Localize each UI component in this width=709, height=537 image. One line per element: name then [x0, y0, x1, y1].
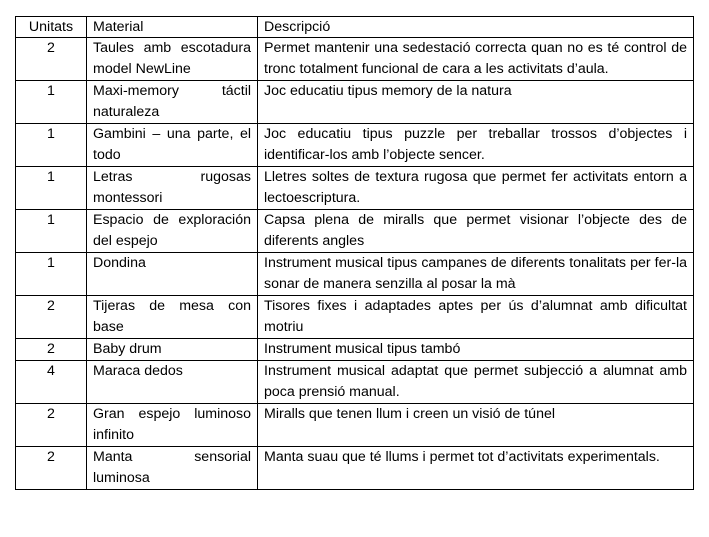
row-units: 2 — [16, 296, 87, 339]
header-description: Descripció — [258, 17, 694, 38]
row-description: Miralls que tenen llum i creen un visió de túnel — [258, 404, 694, 447]
table-row — [16, 81, 694, 124]
header-material: Material — [87, 17, 258, 38]
row-units: 1 — [16, 81, 87, 124]
row-units: 1 — [16, 167, 87, 210]
row-material: Maraca dedos — [87, 361, 258, 404]
row-material: Letras rugosas montessori — [87, 167, 258, 210]
row-description: Lletres soltes de textura rugosa que permet fer activitats entorn a lectoescriptura. — [258, 167, 694, 210]
row-description: Manta suau que té llums i permet tot d’activitats experimentals. — [258, 447, 694, 490]
row-material: Taules amb escotadura model NewLine — [87, 38, 258, 81]
row-material: Tijeras de mesa con base — [87, 296, 258, 339]
row-units: 1 — [16, 210, 87, 253]
table-row — [16, 404, 694, 447]
row-material: Maxi-memory táctil naturaleza — [87, 81, 258, 124]
table-row — [16, 253, 694, 296]
table-row — [16, 361, 694, 404]
table-row — [16, 339, 694, 361]
row-material: Gran espejo luminoso infinito — [87, 404, 258, 447]
row-description: Joc educatiu tipus puzzle per treballar trossos d’objectes i identificar-los amb l’objecte sencer. — [258, 124, 694, 167]
row-description: Capsa plena de miralls que permet visionar l’objecte des de diferents angles — [258, 210, 694, 253]
row-description: Permet mantenir una sedestació correcta quan no es té control de tronc totalment funcional de cara a les activitats d’aula. — [258, 38, 694, 81]
row-material: Dondina — [87, 253, 258, 296]
row-description: Instrument musical adaptat que permet subjecció a alumnat amb poca prensió manual. — [258, 361, 694, 404]
row-description: Instrument musical tipus campanes de diferents tonalitats per fer-la sonar de manera senzilla al posar la mà — [258, 253, 694, 296]
row-units: 4 — [16, 361, 87, 404]
row-units: 1 — [16, 253, 87, 296]
table-row — [16, 167, 694, 210]
row-units: 2 — [16, 404, 87, 447]
table-row — [16, 447, 694, 490]
table-row — [16, 38, 694, 81]
row-units: 2 — [16, 339, 87, 361]
table-row — [16, 124, 694, 167]
table-header-row — [16, 17, 694, 38]
row-description: Tisores fixes i adaptades aptes per ús d’alumnat amb dificultat motriu — [258, 296, 694, 339]
row-units: 1 — [16, 124, 87, 167]
row-description: Instrument musical tipus tambó — [258, 339, 694, 361]
header-units: Unitats — [16, 17, 87, 38]
row-material: Gambini – una parte, el todo — [87, 124, 258, 167]
row-material: Espacio de exploración del espejo — [87, 210, 258, 253]
row-units: 2 — [16, 38, 87, 81]
row-material: Manta sensorial luminosa — [87, 447, 258, 490]
materials-table — [15, 16, 694, 490]
table-row — [16, 296, 694, 339]
row-material: Baby drum — [87, 339, 258, 361]
row-units: 2 — [16, 447, 87, 490]
row-description: Joc educatiu tipus memory de la natura — [258, 81, 694, 124]
table-row — [16, 210, 694, 253]
